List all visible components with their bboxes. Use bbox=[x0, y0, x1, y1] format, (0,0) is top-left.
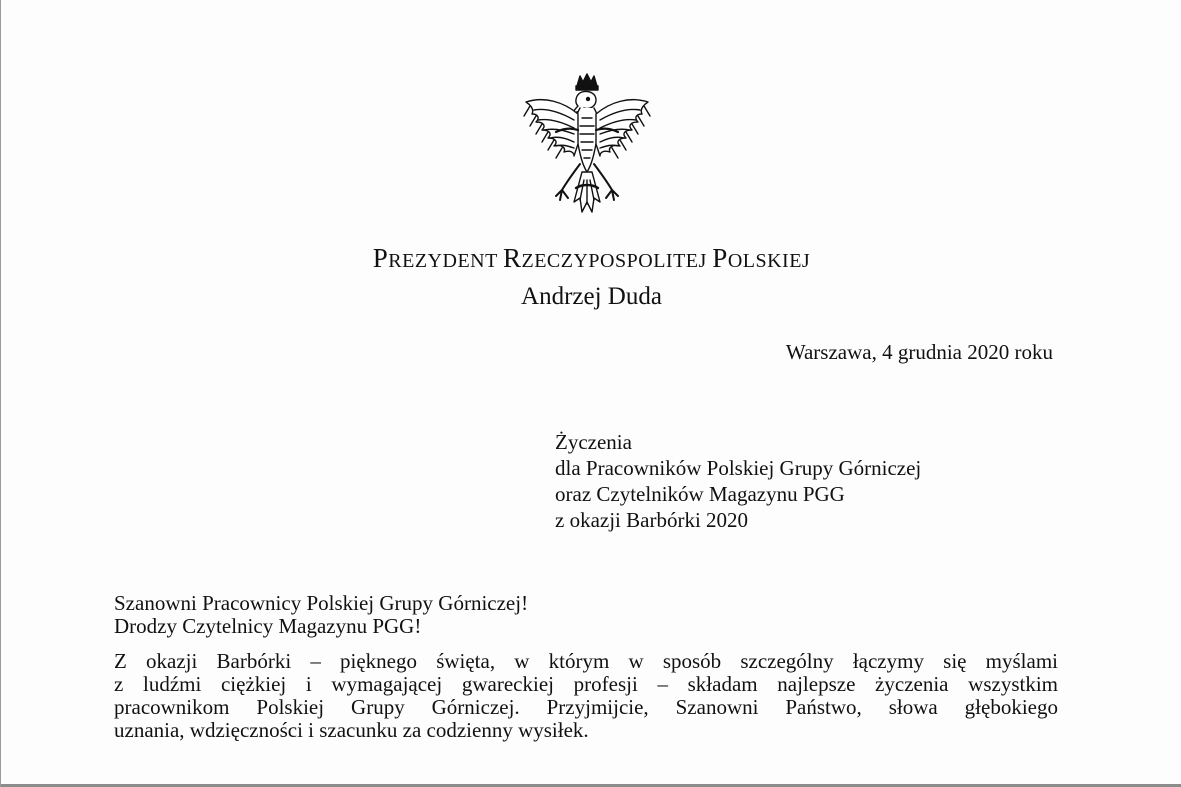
subject-line: oraz Czytelników Magazynu PGG bbox=[555, 482, 845, 506]
body-line: pracownikom Polskiej Grupy Górniczej. Przyjmijcie, Szanowni Państwo, słowa głębokiego bbox=[114, 695, 1058, 719]
person-name: Andrzej Duda bbox=[521, 283, 662, 310]
body-line: z ludźmi ciężkiej i wymagającej gwareckiej profesji – składam najlepsze życzenia wszystkim bbox=[114, 672, 1058, 696]
subject-line: Życzenia bbox=[555, 430, 632, 454]
body-line: uznania, wdzięczności i szacunku za codzienny wysiłek. bbox=[114, 718, 589, 742]
polish-white-eagle-emblem-icon bbox=[516, 72, 658, 220]
salutation bbox=[114, 592, 528, 638]
office-title bbox=[1, 243, 1181, 274]
office-title-word: PREZYDENT bbox=[372, 243, 498, 273]
letter-body bbox=[114, 650, 1058, 742]
subject-line: dla Pracowników Polskiej Grupy Górniczej bbox=[555, 456, 922, 480]
salutation-line: Szanowni Pracownicy Polskiej Grupy Górniczej! bbox=[114, 591, 529, 615]
subject-line: z okazji Barbórki 2020 bbox=[555, 508, 749, 532]
office-title-word: POLSKIEJ bbox=[712, 243, 811, 273]
date-line: Warszawa, 4 grudnia 2020 roku bbox=[785, 340, 1053, 364]
body-line: Z okazji Barbórki – pięknego święta, w którym w sposób szczególny łączymy się myślami bbox=[114, 649, 1058, 673]
salutation-line: Drodzy Czytelnicy Magazynu PGG! bbox=[114, 614, 422, 638]
letter-subject bbox=[555, 429, 921, 533]
office-title-word: RZECZYPOSPOLITEJ bbox=[502, 243, 707, 273]
